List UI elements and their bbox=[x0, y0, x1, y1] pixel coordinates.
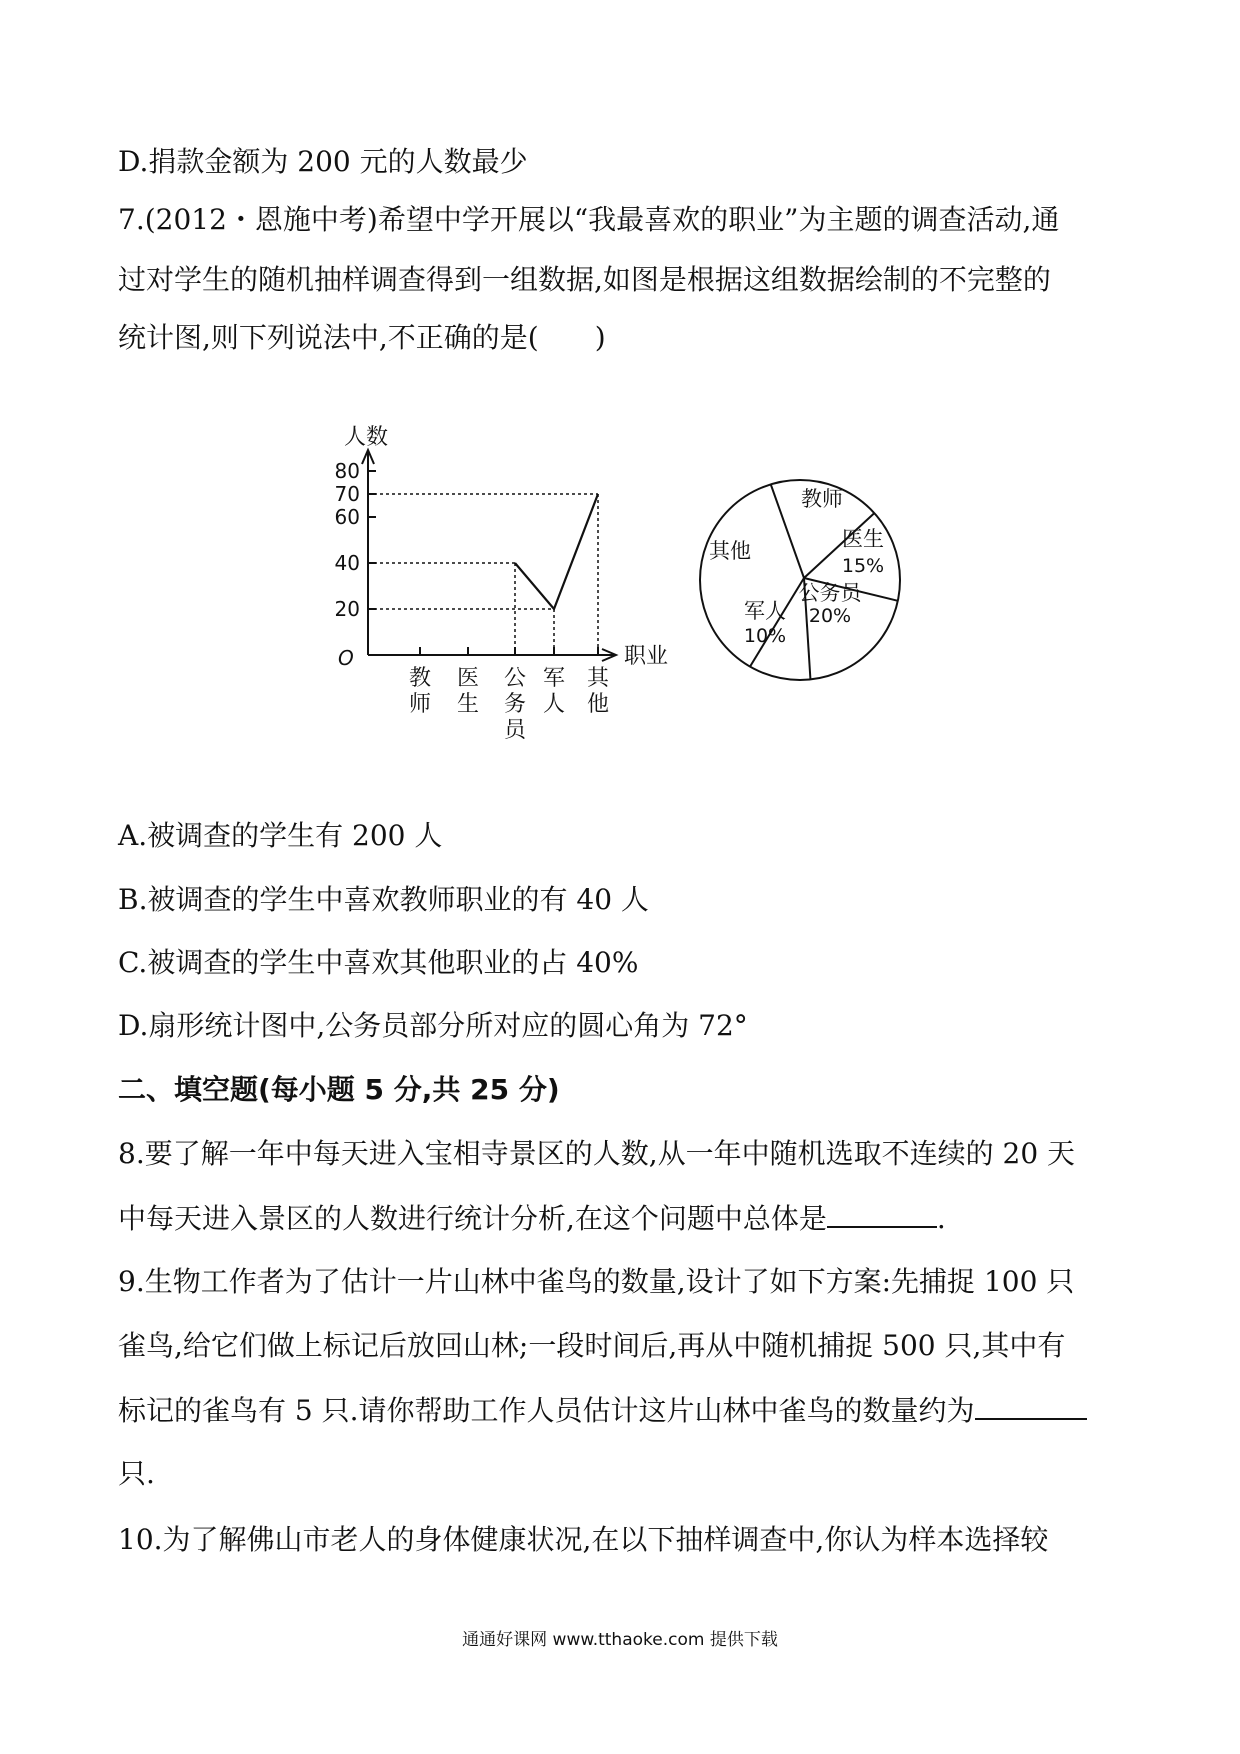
x-category-label: 教 bbox=[408, 666, 432, 691]
y-tick-label: 60 bbox=[334, 505, 360, 529]
q7-stem-line2: 过对学生的随机抽样调查得到一组数据,如图是根据这组数据绘制的不完整的 bbox=[118, 263, 1051, 296]
x-category-label: 人 bbox=[542, 692, 566, 717]
x-axis-label: 职业 bbox=[624, 644, 669, 669]
origin-label: O bbox=[338, 646, 354, 670]
q7-option-c: C.被调查的学生中喜欢其他职业的占 40% bbox=[118, 946, 639, 979]
data-line bbox=[515, 494, 598, 609]
q8-line2 bbox=[118, 1200, 946, 1237]
q9-line4: 只. bbox=[118, 1457, 155, 1490]
pie-slice-label: 其他 bbox=[709, 539, 751, 563]
q10-line1: 10.为了解佛山市老人的身体健康状况,在以下抽样调查中,你认为样本选择较 bbox=[118, 1523, 1049, 1556]
footer: 通通好课网 www.tthaoke.com 提供下载 bbox=[462, 1630, 778, 1650]
pie-slice-label: 教师 bbox=[801, 487, 843, 511]
x-category-label: 军 bbox=[542, 666, 566, 691]
q9-answer-blank[interactable] bbox=[975, 1392, 1087, 1420]
q7-stem-line3: 统计图,则下列说法中,不正确的是( ) bbox=[118, 321, 606, 354]
pie-chart bbox=[680, 460, 920, 700]
y-tick-label: 40 bbox=[334, 551, 360, 575]
y-tick-label: 80 bbox=[334, 459, 360, 483]
x-category-label: 员 bbox=[503, 718, 527, 743]
q9-text: 标记的雀鸟有 5 只.请你帮助工作人员估计这片山林中雀鸟的数量约为 bbox=[118, 1394, 975, 1427]
pie-slice-label: 军人 bbox=[744, 599, 786, 623]
pie-slice-percent: 15% bbox=[841, 555, 885, 577]
q9-line1: 9.生物工作者为了估计一片山林中雀鸟的数量,设计了如下方案:先捕捉 100 只 bbox=[118, 1265, 1075, 1298]
q6-option-d: D.捐款金额为 200 元的人数最少 bbox=[118, 145, 528, 178]
q7-option-b: B.被调查的学生中喜欢教师职业的有 40 人 bbox=[118, 883, 649, 916]
pie-slice-boundary bbox=[771, 484, 804, 578]
x-category-label: 医 bbox=[456, 666, 480, 691]
y-tick-label: 20 bbox=[334, 597, 360, 621]
q7-option-d: D.扇形统计图中,公务员部分所对应的圆心角为 72° bbox=[118, 1009, 748, 1042]
x-category-label: 务 bbox=[503, 692, 527, 717]
q8-line1: 8.要了解一年中每天进入宝相寺景区的人数,从一年中随机选取不连续的 20 天 bbox=[118, 1137, 1076, 1170]
section-2-heading: 二、填空题(每小题 5 分,共 25 分) bbox=[118, 1073, 560, 1106]
pie-outline bbox=[700, 480, 900, 680]
q8-answer-blank[interactable] bbox=[827, 1200, 937, 1228]
pie-slice-percent: 10% bbox=[743, 625, 787, 647]
q7-stem-line1: 7.(2012・恩施中考)希望中学开展以“我最喜欢的职业”为主题的调查活动,通 bbox=[118, 203, 1060, 236]
line-chart bbox=[320, 420, 700, 790]
y-tick-label: 70 bbox=[334, 482, 360, 506]
x-category-label: 其 bbox=[586, 666, 610, 691]
pie-slice-label: 公务员 bbox=[798, 581, 862, 605]
y-axis-label: 人数 bbox=[344, 425, 389, 450]
q9-line2: 雀鸟,给它们做上标记后放回山林;一段时间后,再从中随机捕捉 500 只,其中有 bbox=[118, 1329, 1066, 1362]
q9-line3 bbox=[118, 1392, 1087, 1429]
x-category-label: 他 bbox=[586, 692, 610, 717]
q8-end: . bbox=[936, 1202, 946, 1235]
x-category-label: 生 bbox=[456, 692, 480, 717]
x-category-label: 公 bbox=[503, 666, 527, 691]
q8-text: 中每天进入景区的人数进行统计分析,在这个问题中总体是 bbox=[118, 1202, 827, 1235]
x-category-label: 师 bbox=[408, 692, 432, 717]
pie-slice-percent: 20% bbox=[808, 605, 852, 627]
q7-option-a: A.被调查的学生有 200 人 bbox=[118, 819, 443, 852]
pie-slice-label: 医生 bbox=[842, 527, 884, 551]
